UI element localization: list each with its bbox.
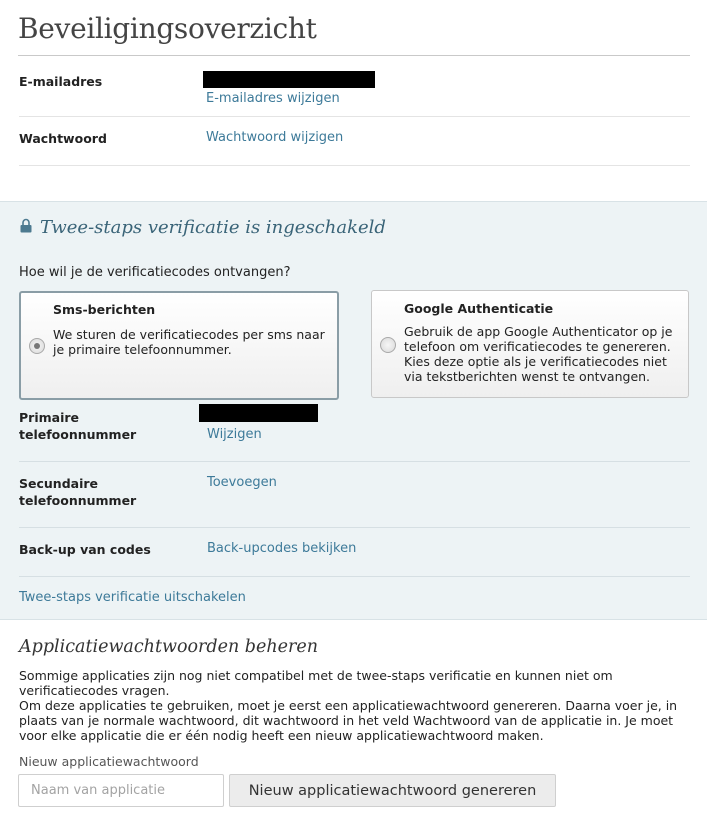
- google-option-title: Google Authenticatie: [404, 301, 554, 316]
- app-passwords-description-line: Sommige applicaties zijn nog niet compatibel met de twee-staps verificatie en kunnen niet om verificatiecodes vragen.: [19, 668, 613, 698]
- change-password-link[interactable]: Wachtwoord wijzigen: [206, 130, 344, 145]
- disable-two-factor-link[interactable]: Twee-staps verificatie uitschakelen: [19, 590, 246, 605]
- backup-codes-label: Back-up van codes: [19, 542, 151, 557]
- phone-redacted-value: [199, 404, 318, 422]
- secondary-phone-label: Secundaire telefoonnummer: [19, 476, 137, 508]
- row-divider: [19, 165, 690, 166]
- lock-icon: [20, 218, 32, 233]
- google-radio-button[interactable]: [380, 337, 396, 353]
- primary-phone-label: Primaire telefoonnummer: [19, 410, 137, 442]
- row-divider: [19, 116, 690, 117]
- app-name-input[interactable]: [18, 774, 224, 807]
- sms-radio-button[interactable]: [29, 338, 45, 354]
- add-secondary-phone-link[interactable]: Toevoegen: [207, 475, 277, 490]
- row-divider: [19, 576, 690, 577]
- app-passwords-title: Applicatiewachtwoorden beheren: [19, 637, 318, 657]
- app-passwords-description-line: Om deze applicaties te gebruiken, moet je eerst een applicatiewachtwoord genereren. Daarna voer je, in plaats van je normale wachtwoord, dit wachtwoord in het veld Wachtwoord van de applicatie in. Je moet voor elke applicatie die er één nodig heeft een nieuw applicatiewachtwoord maken.: [19, 698, 678, 743]
- page-title: Beveiligingsoverzicht: [18, 12, 317, 45]
- title-divider: [18, 55, 690, 56]
- sms-option-title: Sms-berichten: [53, 302, 156, 317]
- change-email-link[interactable]: E-mailadres wijzigen: [206, 91, 340, 106]
- email-label: E-mailadres: [19, 74, 103, 89]
- app-passwords-description: [19, 668, 691, 743]
- google-authenticator-option-card[interactable]: [371, 290, 689, 398]
- sms-option-description: We sturen de verificatiecodes per sms naar je primaire telefoonnummer.: [53, 327, 325, 357]
- row-divider: [19, 527, 690, 528]
- email-redacted-value: [203, 71, 375, 88]
- new-app-password-label: Nieuw applicatiewachtwoord: [19, 754, 199, 769]
- two-factor-heading: Twee-staps verificatie is ingeschakeld: [40, 217, 386, 238]
- change-primary-phone-link[interactable]: Wijzigen: [207, 427, 262, 442]
- row-divider: [19, 461, 690, 462]
- verification-method-question: Hoe wil je de verificatiecodes ontvangen?: [19, 265, 291, 280]
- sms-option-card[interactable]: [19, 291, 339, 400]
- generate-app-password-button[interactable]: Nieuw applicatiewachtwoord genereren: [229, 774, 556, 807]
- google-option-description: Gebruik de app Google Authenticator op je telefoon om verificatiecodes te genereren. Kies deze optie als je verificatiecodes niet via tekstberichten wenst te ontvangen.: [404, 324, 673, 384]
- password-label: Wachtwoord: [19, 131, 107, 146]
- view-backup-codes-link[interactable]: Back-upcodes bekijken: [207, 541, 357, 556]
